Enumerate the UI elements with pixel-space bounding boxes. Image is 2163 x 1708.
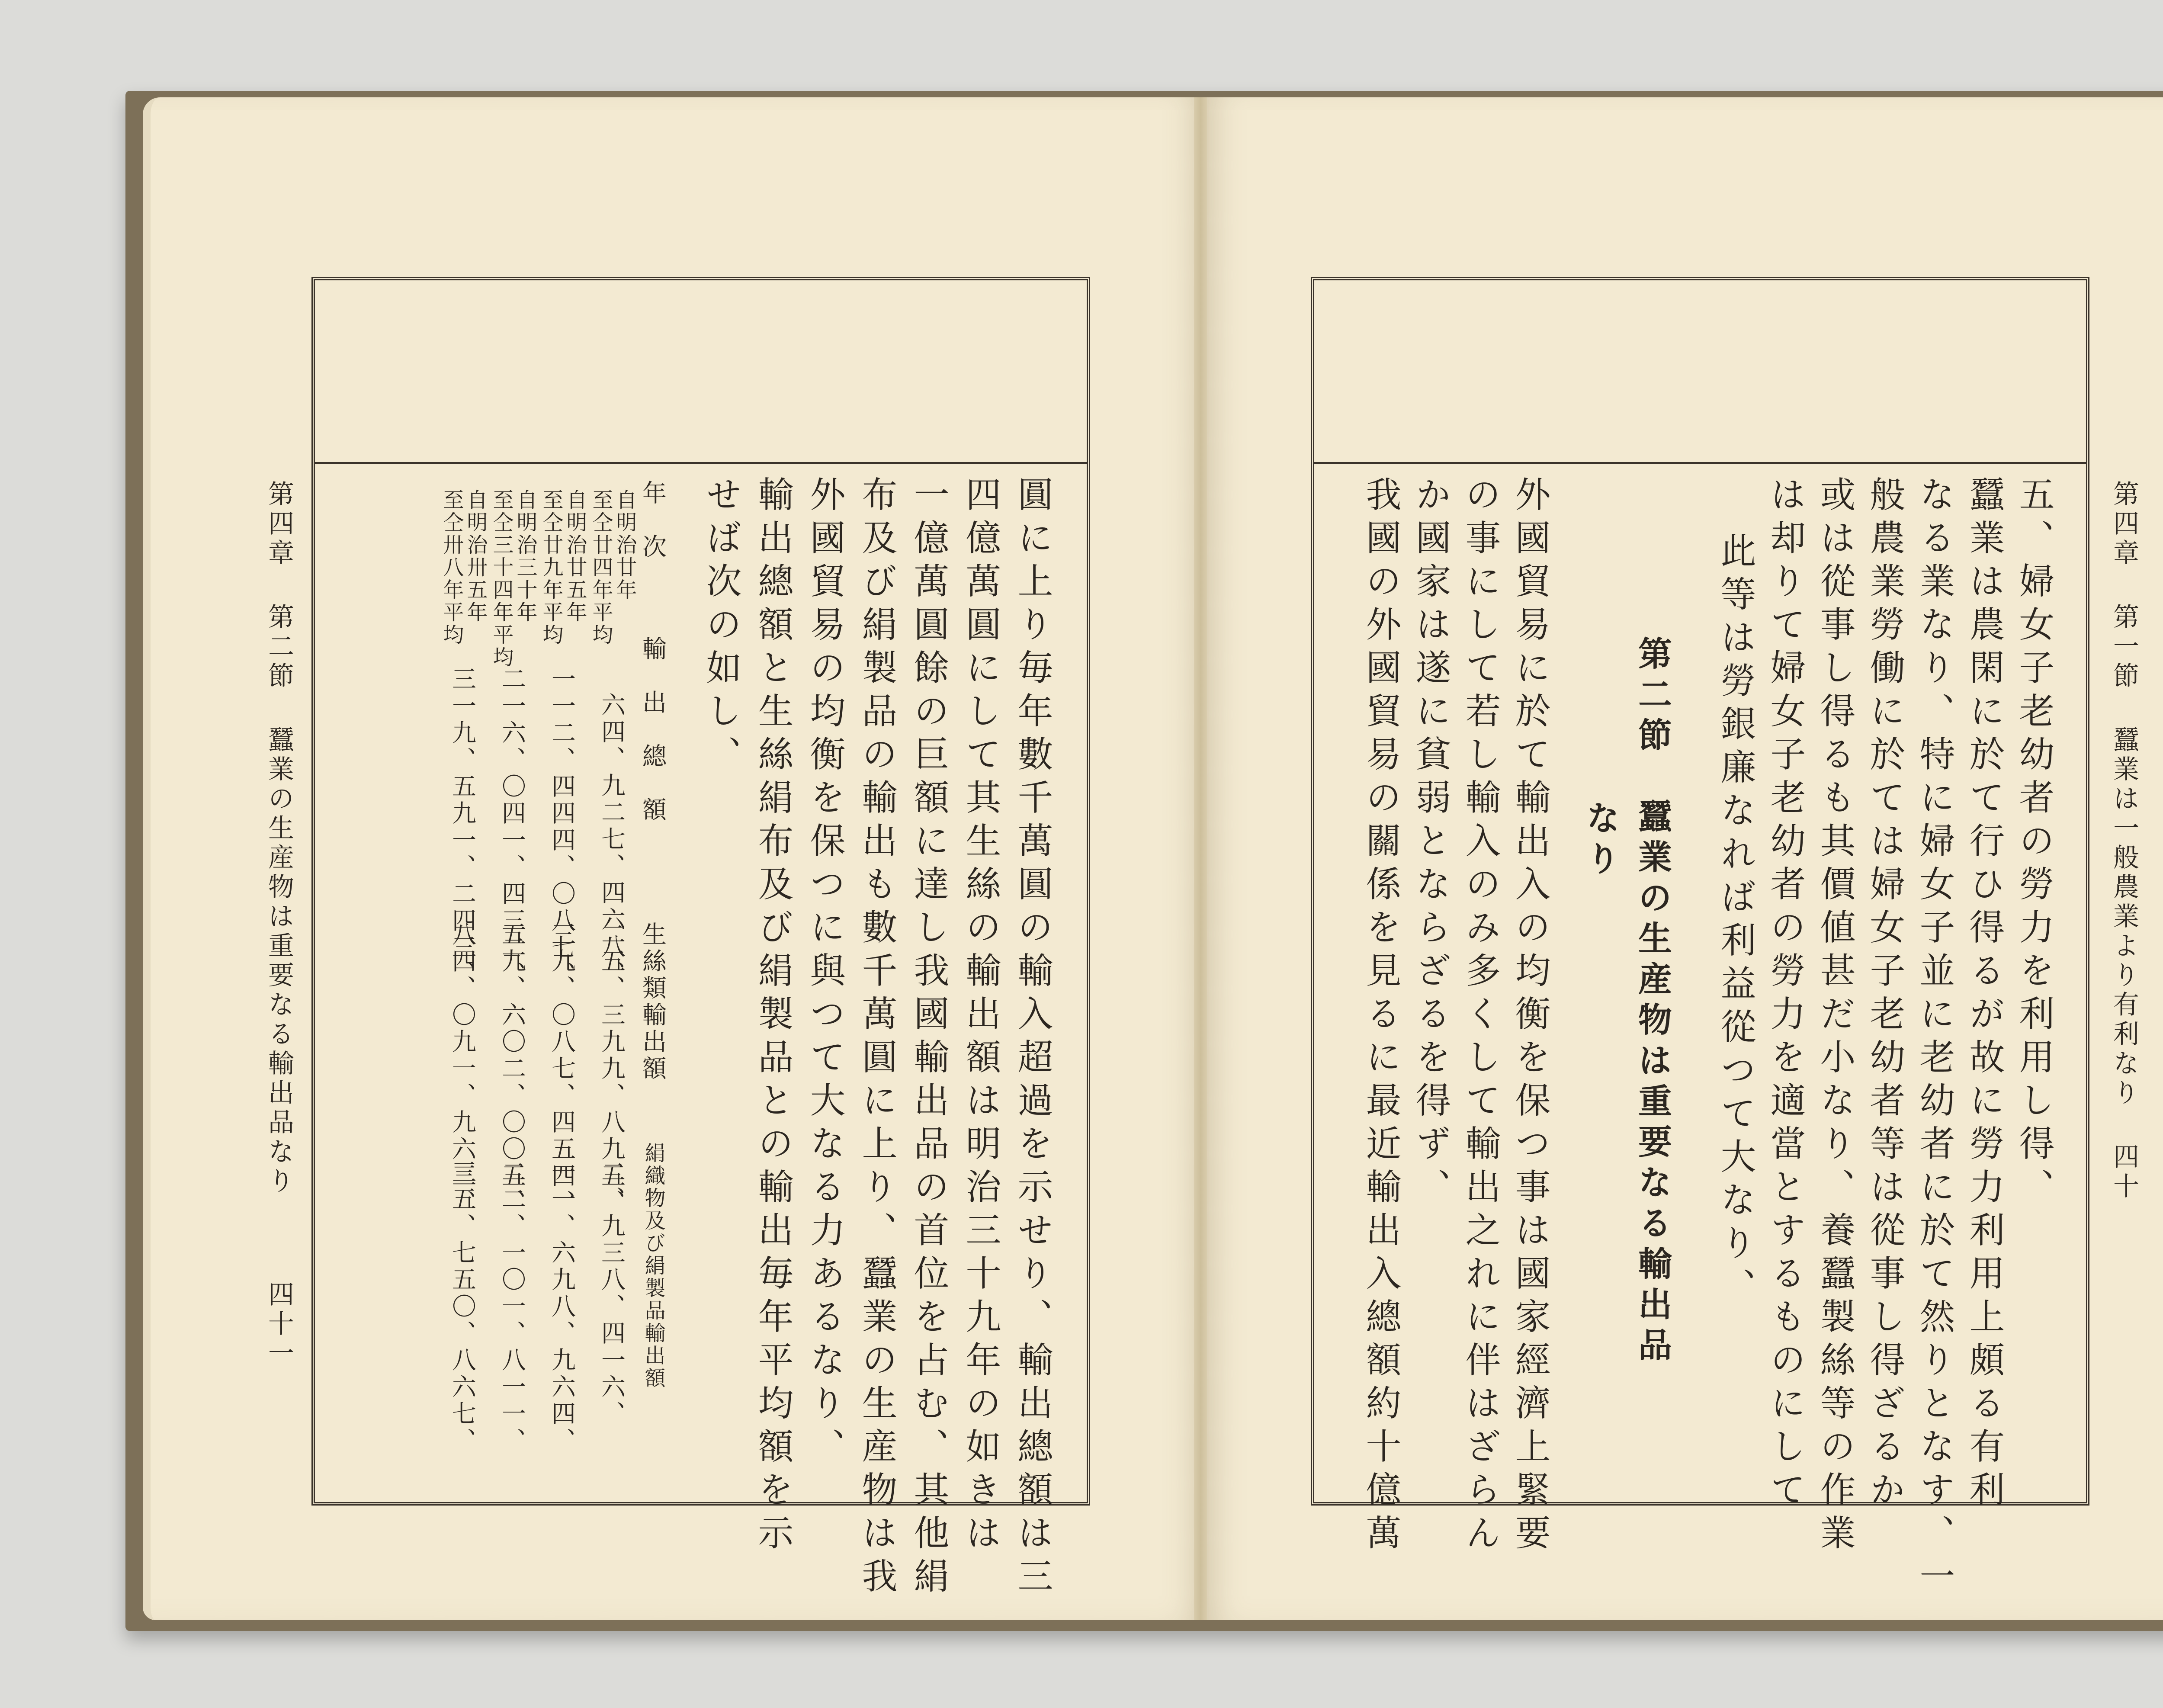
right-header-chapter: 第四章: [2109, 480, 2139, 568]
table-row-1-total: 六四、九二七、四六八、: [597, 692, 626, 987]
right-body-column-5: 或は從事し得るも其價値甚だ小なり、養蠶製絲等の作業: [1814, 476, 1855, 1557]
right-body-column-10: か國家は遂に貧弱とならざるを得ず、: [1410, 476, 1451, 1211]
table-row-4-period-top: 自明治卅五年: [463, 489, 488, 624]
table-header-silk: 生絲類輸出額: [639, 921, 667, 1082]
table-header-total: 輸 出 總 額: [639, 636, 667, 824]
left-body-column-5: 外國貿易の均衡を保つに與つて大なる力あるなり、: [804, 476, 845, 1471]
left-body-column-4: 布及び絹製品の輸出も數千萬圓に上り、蠶業の生産物は我: [856, 476, 897, 1601]
table-row-4-period-bottom: 至仝卅八年平均: [440, 489, 464, 646]
table-row-3-period-bottom: 至仝三十四年平均: [489, 489, 513, 669]
right-body-column-9: の事にして若し輸入のみ多くして輸出之れに伴はざらん: [1460, 476, 1501, 1557]
left-header-title: 蠶業の生産物は重要なる輸出品なり: [264, 726, 294, 1197]
table-row-2-silk: 三九、〇八七、四五四、: [548, 921, 576, 1217]
left-page-number: 四十一: [264, 1281, 294, 1369]
left-body-column-2: 四億萬圓にして其生絲の輸出額は明治三十九年の如きは: [960, 476, 1001, 1557]
left-body-column-1: 圓に上り毎年數千萬圓の輸入超過を示せり、輸出總額は三: [1012, 476, 1053, 1601]
table-row-3-silk: 五九、六〇二、〇〇五、: [498, 921, 526, 1217]
left-header-chapter: 第四章: [264, 480, 294, 568]
right-page-number: 四十: [2109, 1143, 2139, 1202]
table-header-fabric: 絹織物及び絹製品輸出額: [641, 1142, 665, 1390]
right-body-column-3: なる業なり、特に婦女子並に老幼者に於て然りとなす、一: [1914, 476, 1955, 1601]
table-row-2-period-bottom: 至仝廿九年平均: [539, 489, 563, 646]
right-header-title: 蠶業は一般農業より有利なり: [2109, 726, 2139, 1108]
right-body-column-8: 外國貿易に於て輸出入の均衡を保つ事は國家經濟上緊要: [1509, 476, 1550, 1557]
table-row-1-period-top: 自明治廿年: [613, 489, 637, 601]
right-header-section: 第一節: [2109, 603, 2139, 691]
right-body-column-11: 我國の外國貿易の關係を見るに最近輸出入總額約十億萬: [1360, 476, 1401, 1557]
right-body-column-2: 蠶業は農閑に於て行ひ得るが故に勞力利用上頗る有利: [1964, 476, 2005, 1514]
right-body-column-7: 此等は勞銀廉なれば利益從つて大なり、: [1715, 532, 1756, 1311]
left-body-column-7: せば次の如し、: [700, 476, 741, 779]
table-row-4-fabric: 三五、七五〇、八六七、: [448, 1159, 476, 1454]
left-running-header: [266, 480, 292, 1197]
table-row-2-total: 一一二、四四四、〇八七、: [548, 666, 576, 988]
right-body-column-1: 五、婦女子老幼者の勞力を利用し得、: [2013, 476, 2054, 1211]
table-row-3-period-top: 自明治三十年: [513, 489, 537, 624]
book-gutter: [1194, 97, 1207, 1620]
left-body-column-3: 一億萬圓餘の巨額に達し我國輸出品の首位を占む、其他絹: [908, 476, 949, 1601]
section-heading-line-1: 第二節 蠶業の生産物は重要なる輸出品: [1633, 636, 1672, 1368]
table-row-4-silk: 八四、〇九一、九六三、: [448, 921, 476, 1217]
left-body-column-6: 輸出總額と生絲絹布及び絹製品との輸出毎年平均額を示: [752, 476, 793, 1557]
table-header-period: 年 次: [639, 480, 667, 561]
table-row-4-total: 三一九、五九一、二四三、: [448, 666, 476, 988]
table-row-1-period-bottom: 至仝廿四年平均: [589, 489, 613, 646]
right-frame-rule: [1314, 462, 2086, 464]
left-frame-rule: [315, 462, 1087, 464]
section-heading-line-2: なり: [1581, 800, 1620, 882]
table-row-3-total: 二一六、〇四一、四三二、: [498, 666, 526, 988]
table-row-2-period-top: 自明治廿五年: [563, 489, 587, 624]
right-running-header: [2111, 480, 2137, 1202]
right-body-column-6: は却りて婦女子老幼者の勞力を適當とするものにして: [1765, 476, 1806, 1514]
table-row-1-silk: 二五、三九九、八九五、: [597, 921, 626, 1217]
table-row-2-fabric: 一一、六九八、九六四、: [548, 1159, 576, 1454]
left-header-section: 第二節: [264, 603, 294, 691]
table-row-3-fabric: 二二、一〇一、八一一、: [498, 1159, 526, 1454]
table-row-1-fabric: 二、九三八、四一六、: [597, 1159, 626, 1428]
right-body-column-4: 般農業勞働に於ては婦女子老幼者等は從事し得ざるか: [1864, 476, 1905, 1514]
